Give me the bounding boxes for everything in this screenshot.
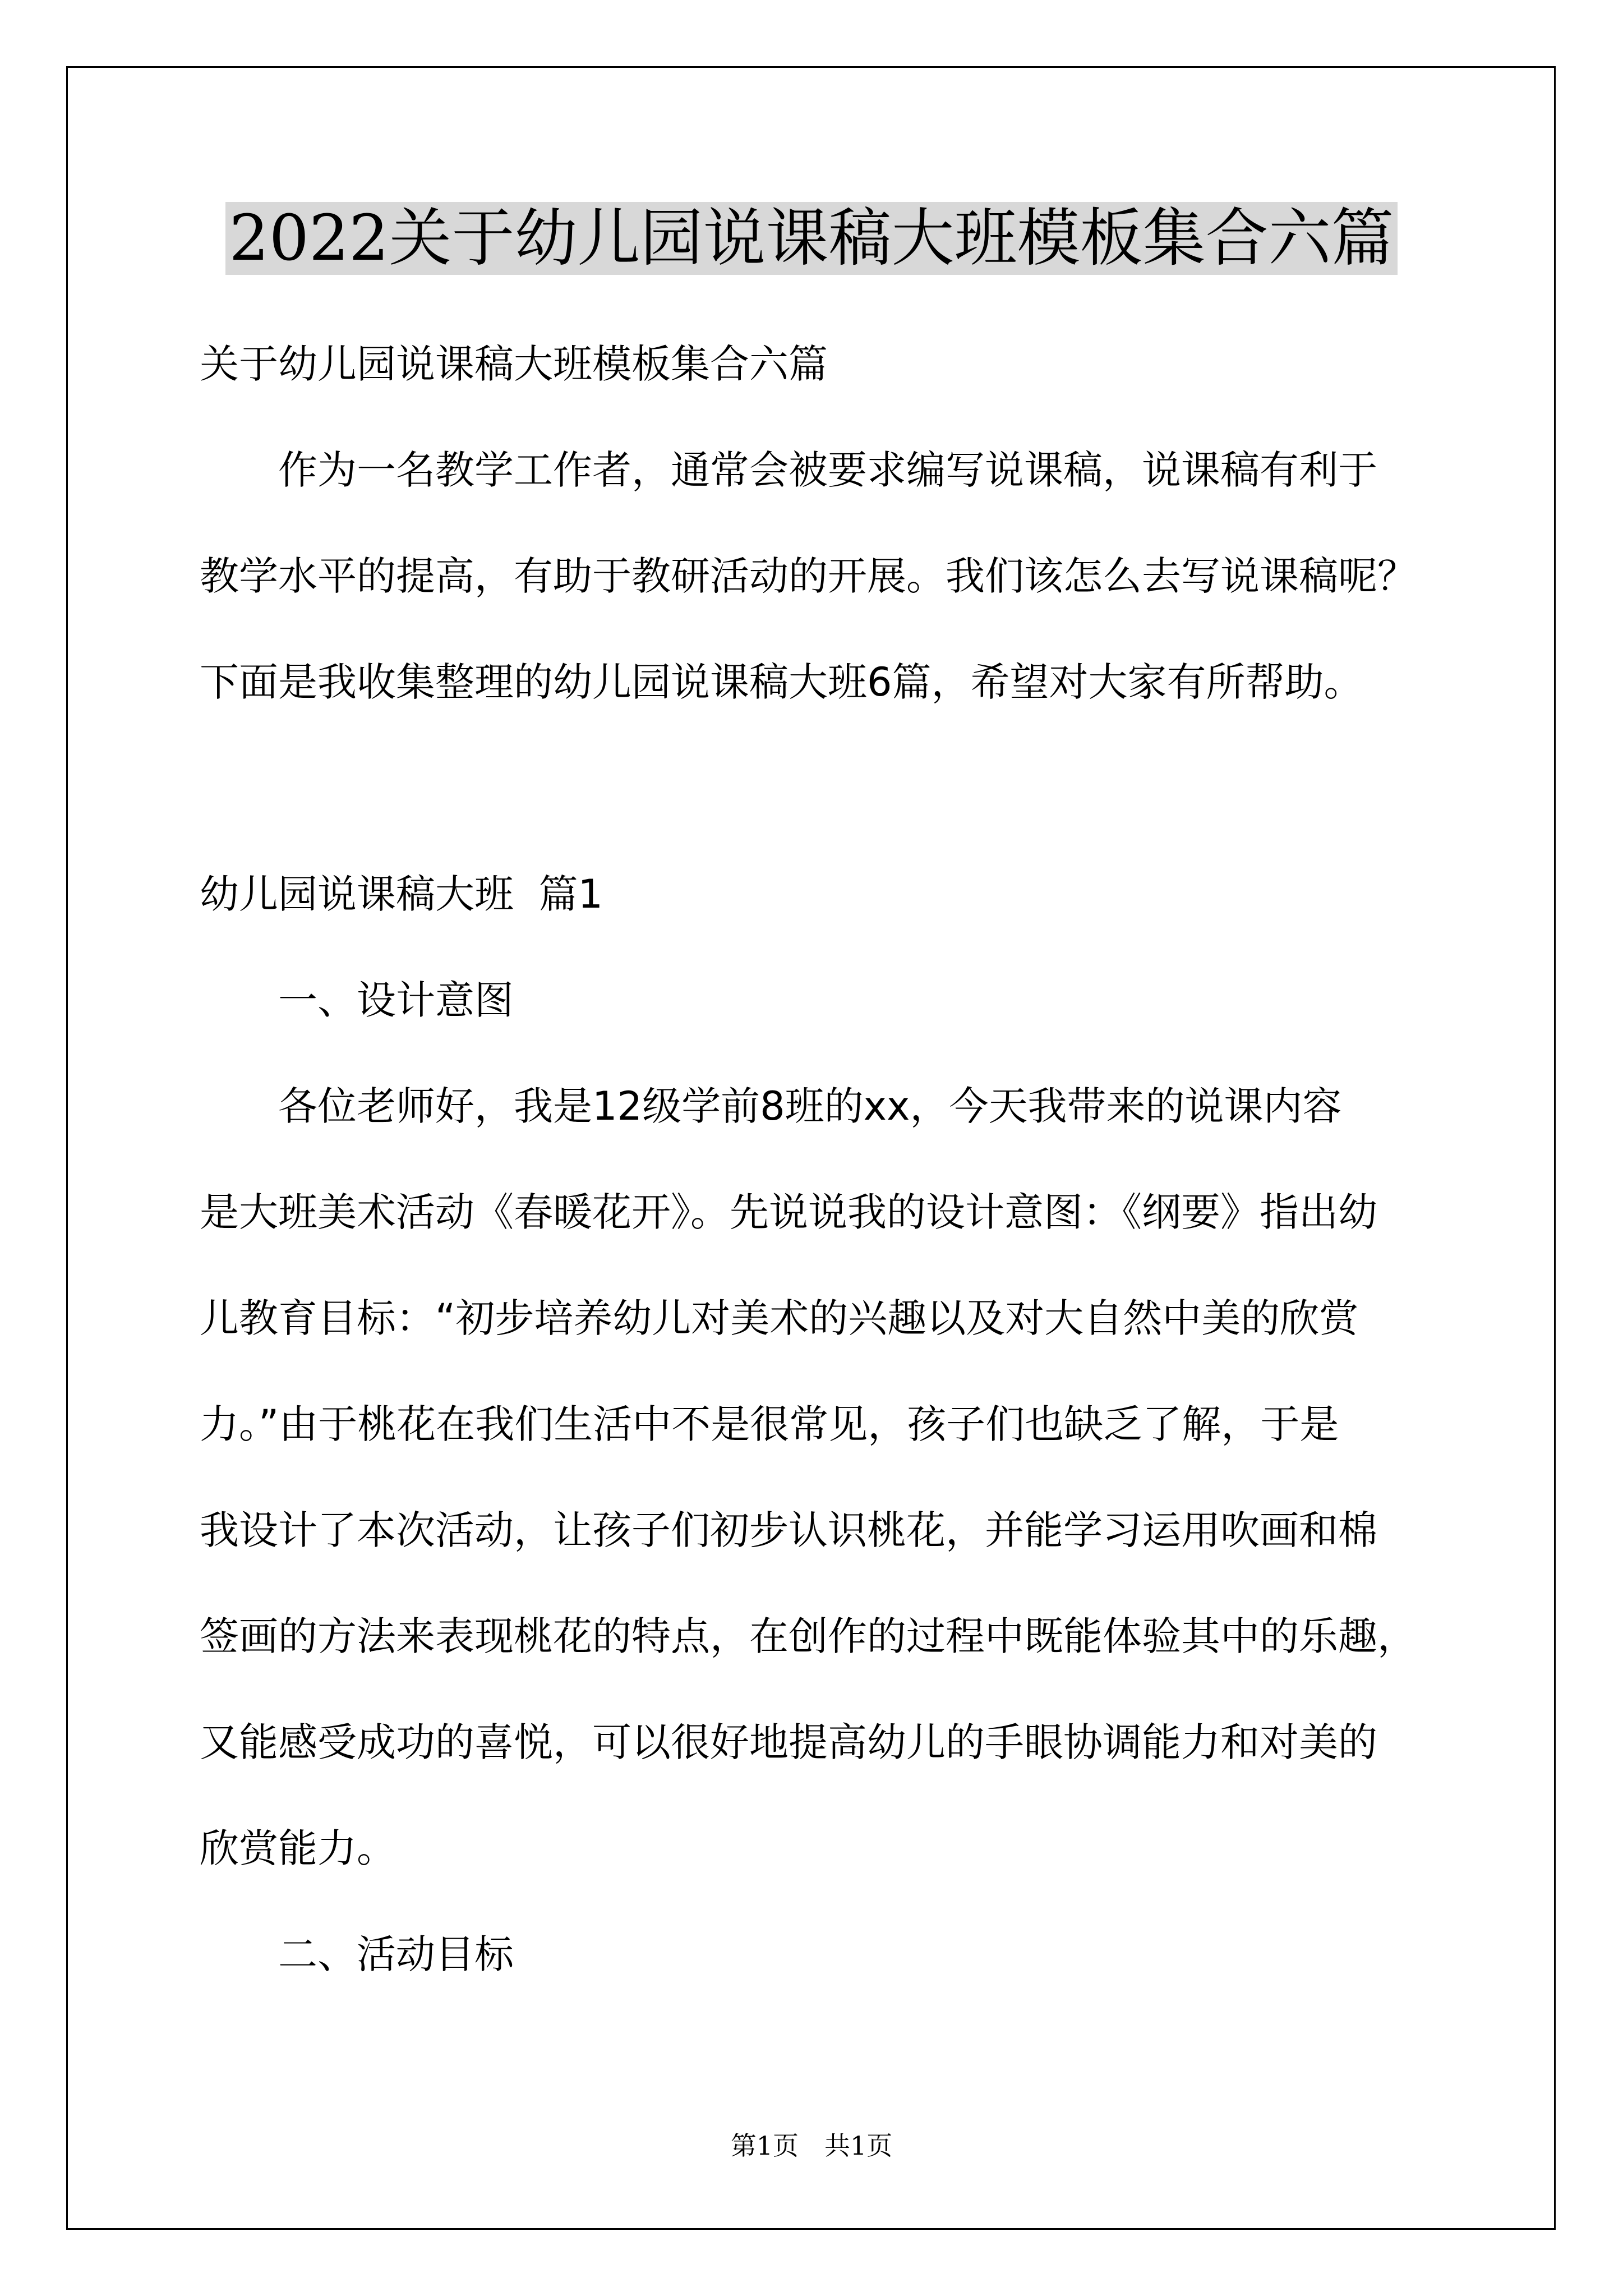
part1-line: 力。”由于桃花在我们生活中不是很常见，孩子们也缺乏了解，于是 [200, 1401, 1339, 1447]
page-footer [0, 2129, 1623, 2162]
intro-line: 教学水平的提高，有助于教研活动的开展。我们该怎么去写说课稿呢？ [200, 553, 1417, 599]
part1-line: 签画的方法来表现桃花的特点，在创作的过程中既能体验其中的乐趣， [200, 1613, 1417, 1659]
part1-line: 是大班美术活动《春暖花开》。先说说我的设计意图：《纲要》指出幼 [200, 1189, 1377, 1235]
part1-heading: 一、设计意图 [278, 977, 514, 1023]
blank-line [200, 735, 1456, 841]
part2-heading: 二、活动目标 [278, 1931, 514, 1977]
intro-line: 下面是我收集整理的幼儿园说课稿大班6篇，希望对大家有所帮助。 [200, 659, 1363, 705]
page-number: 第1页 [730, 2131, 799, 2161]
document-body [200, 311, 1456, 2008]
part1-line: 欣赏能力。 [200, 1825, 396, 1871]
page-total: 共1页 [824, 2131, 893, 2161]
part1-line: 儿教育目标：“初步培养幼儿对美术的兴趣以及对大自然中美的欣赏 [200, 1295, 1359, 1341]
part1-line: 又能感受成功的喜悦，可以很好地提高幼儿的手眼协调能力和对美的 [200, 1719, 1377, 1765]
part1-line: 各位老师好，我是12级学前8班的xx，今天我带来的说课内容 [278, 1083, 1342, 1129]
document-title [0, 196, 1623, 280]
document-subtitle: 关于幼儿园说课稿大班模板集合六篇 [200, 341, 828, 387]
section-heading: 幼儿园说课稿大班 篇1 [200, 871, 603, 917]
part1-line: 我设计了本次活动，让孩子们初步认识桃花，并能学习运用吹画和棉 [200, 1507, 1377, 1553]
document-title-text: 2022关于幼儿园说课稿大班模板集合六篇 [225, 202, 1397, 275]
intro-line: 作为一名教学工作者，通常会被要求编写说课稿，说课稿有利于 [278, 447, 1377, 493]
